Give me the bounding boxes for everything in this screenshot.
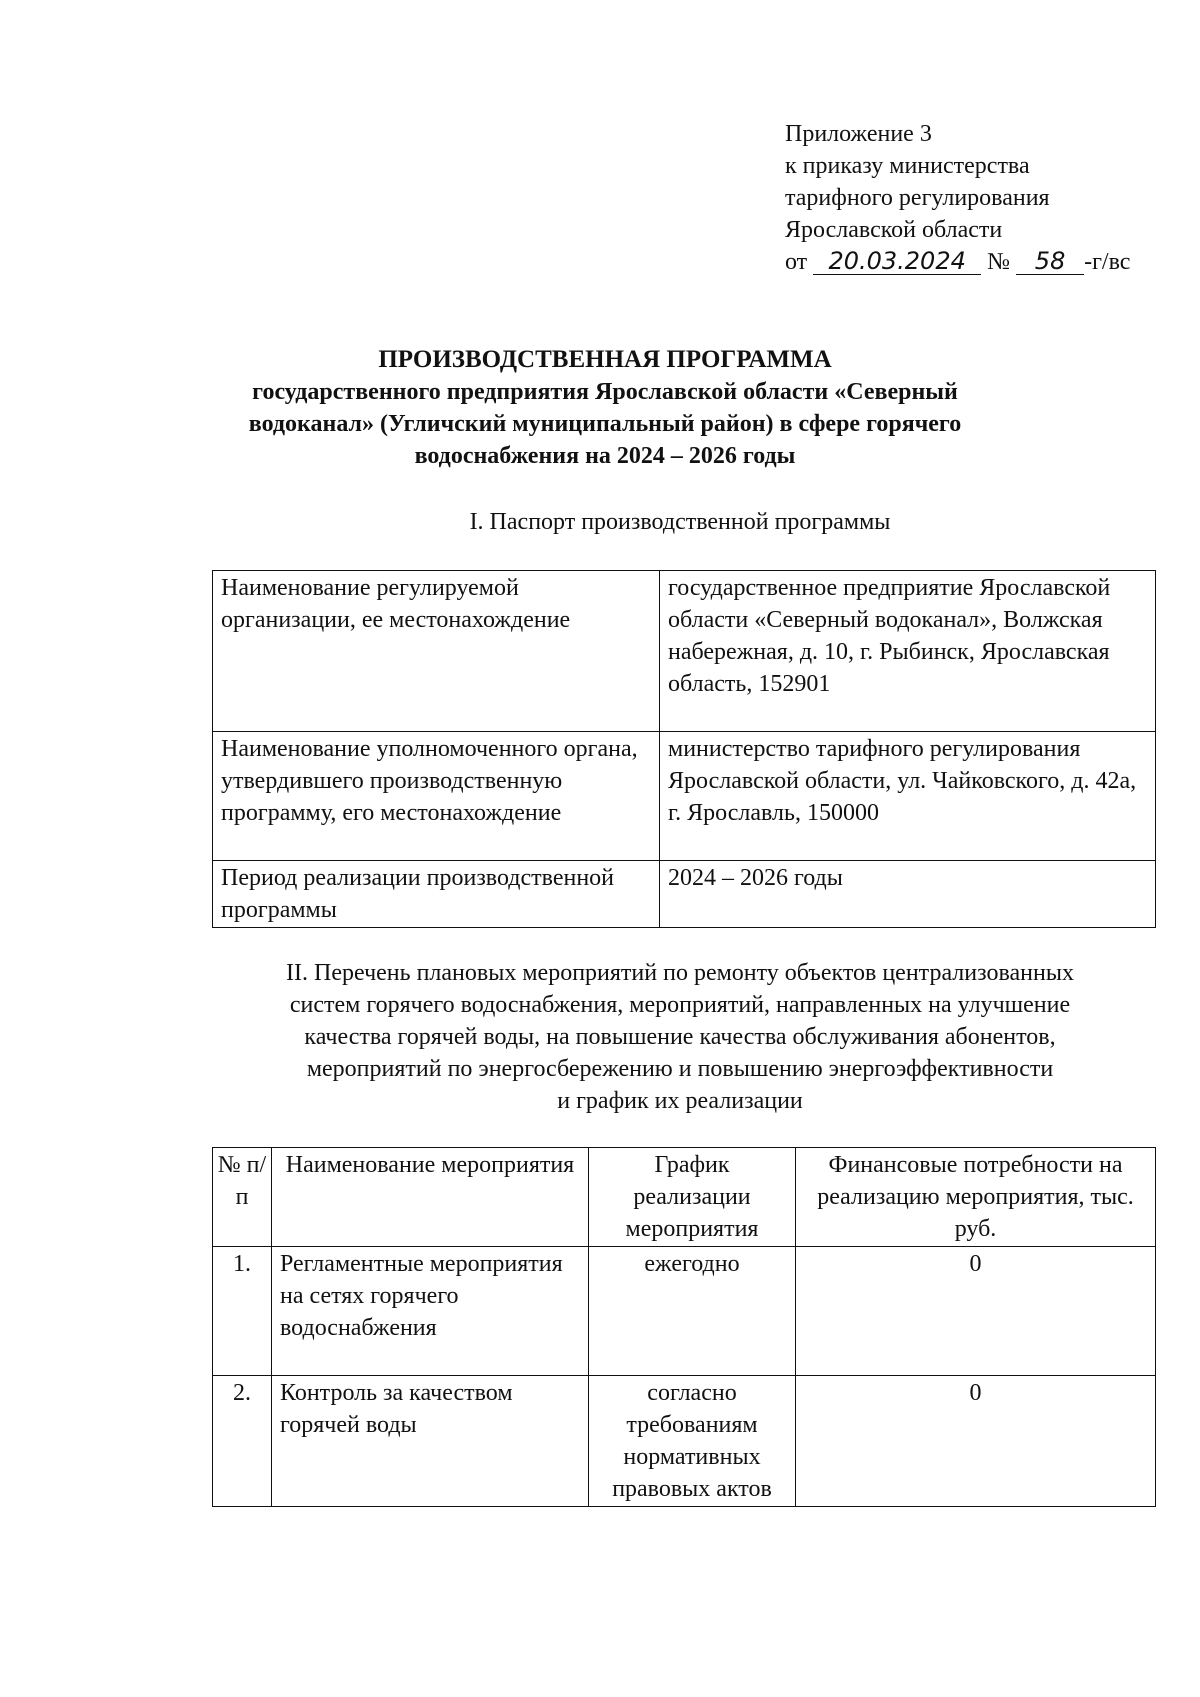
order-prefix: от xyxy=(785,249,808,275)
event-name: Контроль за качеством горячей воды xyxy=(272,1376,589,1507)
event-schedule: ежегодно xyxy=(589,1247,796,1376)
section-2-line-2: систем горячего водоснабжения, мероприятий, направленных на улучшение xyxy=(289,992,1071,1018)
appendix-line-3: тарифного регулирования xyxy=(785,185,1050,211)
passport-value: государственное предприятие Ярославской области «Северный водоканал», Волжская набережная, д. 10, г. Рыбинск, Ярославская область, 152901 xyxy=(660,571,1156,732)
passport-label: Наименование регулируемой организации, ее местонахождение xyxy=(213,571,660,732)
order-number-handwritten: 58 xyxy=(1016,248,1084,275)
table-row xyxy=(213,861,1156,928)
title-line-2: государственного предприятия Ярославской области «Северный xyxy=(252,379,958,405)
table-row xyxy=(213,732,1156,861)
appendix-order-line xyxy=(785,246,1130,278)
header-finance: Финансовые потребности на реализацию мероприятия, тыс. руб. xyxy=(796,1148,1156,1247)
event-finance: 0 xyxy=(796,1247,1156,1376)
order-date-handwritten: 20.03.2024 xyxy=(813,248,981,275)
header-name: Наименование мероприятия xyxy=(272,1148,589,1247)
order-number-sign: № xyxy=(987,249,1011,275)
header-num: № п/п xyxy=(213,1148,272,1247)
appendix-line-4: Ярославской области xyxy=(785,217,1003,243)
event-finance: 0 xyxy=(796,1376,1156,1507)
title-line-4: водоснабжения на 2024 – 2026 годы xyxy=(414,443,796,469)
appendix-line-1: Приложение 3 xyxy=(785,121,932,147)
passport-table xyxy=(212,570,1156,928)
passport-value: 2024 – 2026 годы xyxy=(660,861,1156,928)
title-line-3: водоканал» (Угличский муниципальный район) в сфере горячего xyxy=(248,411,962,437)
table-row xyxy=(213,571,1156,732)
section-2-line-5: и график их реализации xyxy=(557,1088,803,1114)
section-2-line-1: II. Перечень плановых мероприятий по ремонту объектов централизованных xyxy=(286,960,1074,986)
appendix-line-2: к приказу министерства xyxy=(785,153,1030,179)
order-suffix: -г/вс xyxy=(1084,249,1131,275)
events-table xyxy=(212,1147,1156,1507)
event-num: 1. xyxy=(213,1247,272,1376)
section-2-line-4: мероприятий по энергосбережению и повышению энергоэффективности xyxy=(306,1056,1054,1082)
appendix-block xyxy=(785,118,1130,278)
passport-label: Наименование уполномоченного органа, утвердившего производственную программу, его местонахождение xyxy=(213,732,660,861)
title-line-1: ПРОИЗВОДСТВЕННАЯ ПРОГРАММА xyxy=(378,346,832,373)
document-title xyxy=(200,344,1010,472)
table-row xyxy=(213,1376,1156,1507)
section-2-line-3: качества горячей воды, на повышение качества обслуживания абонентов, xyxy=(304,1024,1056,1050)
event-schedule: согласно требованиям нормативных правовых актов xyxy=(589,1376,796,1507)
event-name: Регламентные мероприятия на сетях горячего водоснабжения xyxy=(272,1247,589,1376)
section-2-heading xyxy=(200,957,1160,1117)
table-header-row xyxy=(213,1148,1156,1247)
section-1-heading: I. Паспорт производственной программы xyxy=(469,509,891,535)
header-schedule: График реализации мероприятия xyxy=(589,1148,796,1247)
passport-value: министерство тарифного регулирования Ярославской области, ул. Чайковского, д. 42а, г. Ярославль, 150000 xyxy=(660,732,1156,861)
table-row xyxy=(213,1247,1156,1376)
passport-label: Период реализации производственной программы xyxy=(213,861,660,928)
event-num: 2. xyxy=(213,1376,272,1507)
